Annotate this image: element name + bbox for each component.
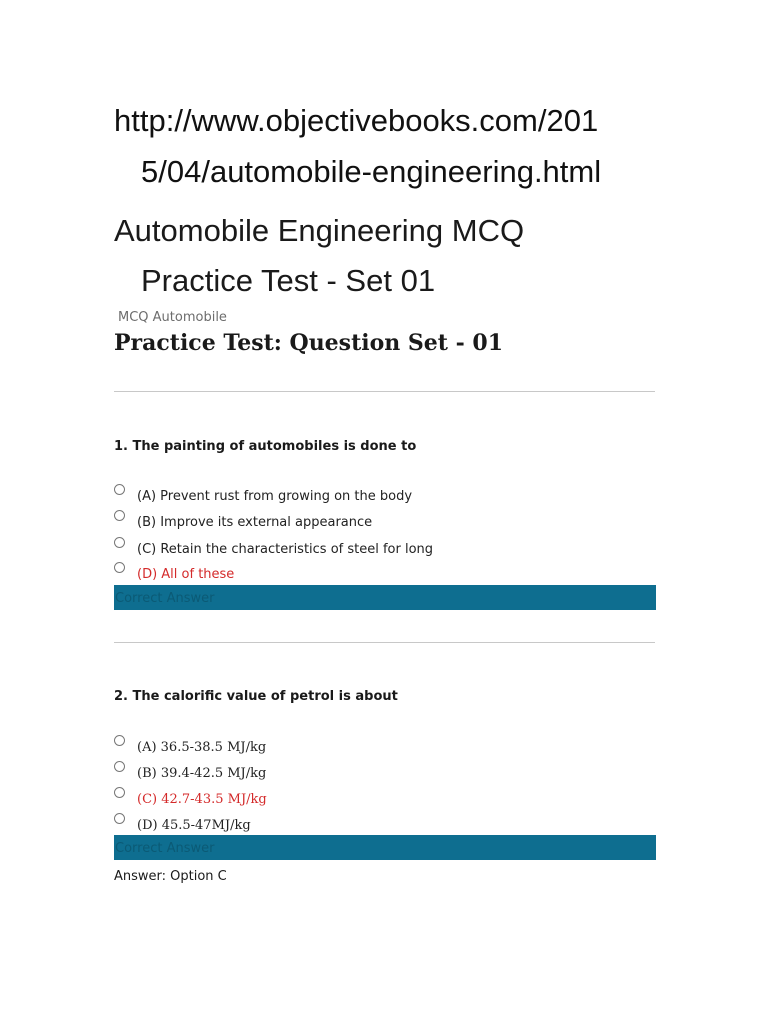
question-2-option-c[interactable] [114, 787, 654, 807]
question-2-option-a[interactable] [114, 735, 654, 755]
question-2-option-d[interactable] [114, 813, 654, 833]
radio-button[interactable] [114, 735, 125, 746]
option-label-correct: (C) 42.7-43.5 MJ/kg [137, 792, 267, 807]
radio-button[interactable] [114, 787, 125, 798]
radio-button[interactable] [114, 562, 125, 573]
question-1-text: 1. The painting of automobiles is done to [114, 439, 417, 454]
option-label: (B) 39.4-42.5 MJ/kg [137, 766, 267, 781]
category-label[interactable]: MCQ Automobile [118, 310, 227, 325]
question-1-option-d[interactable] [114, 562, 654, 582]
divider [114, 642, 655, 643]
question-1-correct-answer-button[interactable] [114, 585, 656, 610]
source-url-line-1[interactable]: http://www.objectivebooks.com/201 [114, 103, 599, 138]
question-2-option-b[interactable] [114, 761, 654, 781]
radio-button[interactable] [114, 510, 125, 521]
question-1-option-b[interactable] [114, 510, 654, 530]
radio-button[interactable] [114, 537, 125, 548]
radio-button[interactable] [114, 484, 125, 495]
correct-answer-label: Correct Answer [115, 841, 215, 856]
page-title-line-1: Automobile Engineering MCQ [114, 213, 525, 248]
option-label: (A) Prevent rust from growing on the body [137, 489, 413, 504]
page-title-line-2: Practice Test - Set 01 [141, 263, 436, 298]
question-1-option-a[interactable] [114, 484, 654, 504]
option-label: (D) 45.5-47MJ/kg [137, 818, 251, 833]
option-label-correct: (D) All of these [137, 567, 235, 582]
option-label: (A) 36.5-38.5 MJ/kg [137, 740, 267, 755]
section-title: Practice Test: Question Set - 01 [114, 330, 504, 356]
radio-button[interactable] [114, 813, 125, 824]
correct-answer-label: Correct Answer [115, 591, 215, 606]
answer-text: Answer: Option C [114, 869, 227, 884]
question-1-option-c[interactable] [114, 537, 654, 557]
radio-button[interactable] [114, 761, 125, 772]
divider [114, 391, 655, 392]
option-label: (C) Retain the characteristics of steel for long [137, 542, 434, 557]
question-2-correct-answer-button[interactable] [114, 835, 656, 860]
option-label: (B) Improve its external appearance [137, 515, 373, 530]
question-2-text: 2. The calorific value of petrol is about [114, 689, 398, 704]
source-url-line-2[interactable]: 5/04/automobile-engineering.html [141, 154, 602, 189]
